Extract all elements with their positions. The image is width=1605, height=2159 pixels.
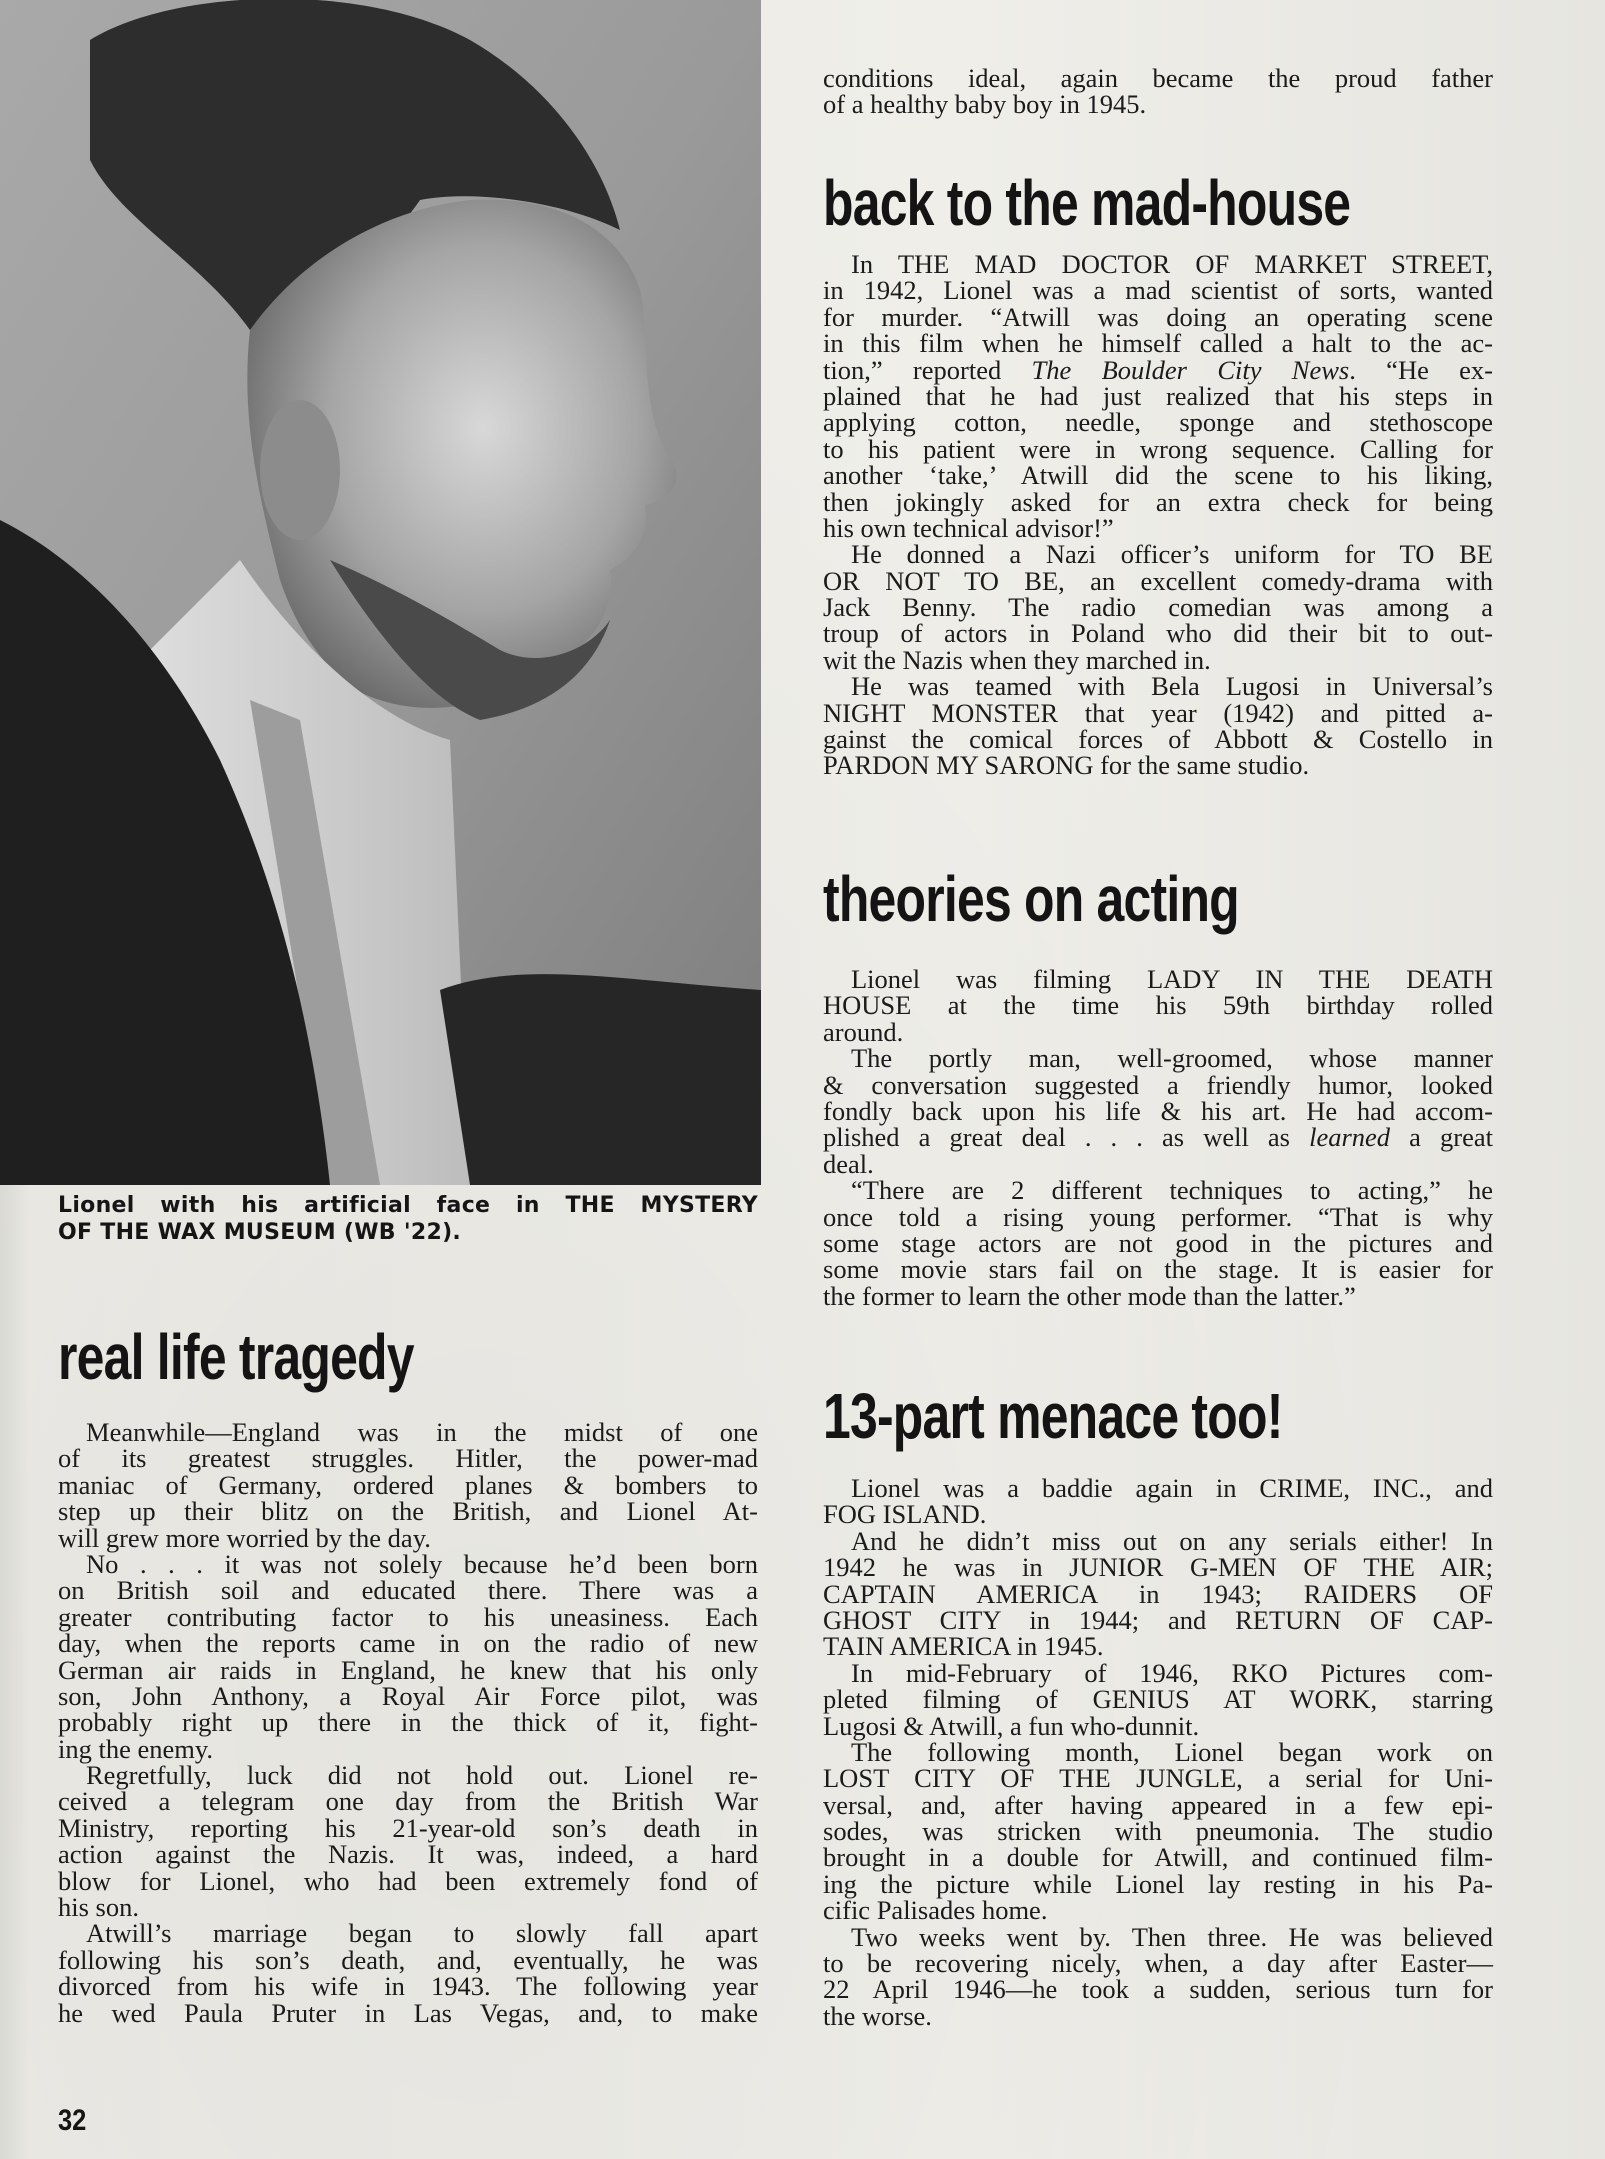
text-line: gainst the comical forces of Abbott & Costello in bbox=[823, 724, 1493, 755]
text-line: The following month, Lionel began work on bbox=[851, 1736, 1493, 1767]
text-line: to his patient were in wrong sequence. Calling for bbox=[823, 433, 1493, 464]
text-line: divorced from his wife in 1943. The following year bbox=[58, 1971, 758, 2002]
text-line: once told a rising young performer. “That is why bbox=[823, 1201, 1493, 1232]
italic-title: The Boulder City News bbox=[1031, 354, 1350, 385]
caption-line: OF THE WAX MUSEUM (WB '22). bbox=[58, 1220, 462, 1245]
text-line: ing the picture while Lionel lay resting in his Pa- bbox=[823, 1868, 1493, 1899]
text-line: He was teamed with Bela Lugosi in Universal’s bbox=[851, 671, 1493, 702]
text-line: & conversation suggested a friendly humor, looked bbox=[823, 1069, 1493, 1100]
italic-title: learned bbox=[1309, 1122, 1391, 1153]
text-line: son, John Anthony, a Royal Air Force pilot, was bbox=[58, 1680, 758, 1711]
text-line: on British soil and educated there. There was a bbox=[58, 1575, 758, 1606]
text-line: brought in a double for Atwill, and continued film- bbox=[823, 1842, 1493, 1873]
text-line: In THE MAD DOCTOR OF MARKET STREET, bbox=[851, 249, 1493, 279]
text-line: The portly man, well-groomed, whose manner bbox=[851, 1043, 1493, 1074]
text-line: Jack Benny. The radio comedian was among a bbox=[823, 592, 1493, 623]
text-line: ceived a telegram one day from the British War bbox=[58, 1786, 758, 1817]
section-heading-theories-on-acting: theories on acting bbox=[823, 863, 1239, 935]
text-line bbox=[823, 354, 1494, 385]
text-line: of a healthy baby boy in 1945. bbox=[823, 89, 1147, 120]
text-line: “There are 2 different techniques to acting,” he bbox=[851, 1175, 1493, 1206]
text-line: LOST CITY OF THE JUNGLE, a serial for Uni- bbox=[823, 1763, 1493, 1794]
portrait-image bbox=[0, 0, 761, 1185]
text-line: action against the Nazis. It was, indeed, a hard bbox=[58, 1839, 758, 1870]
text-line: Lugosi & Atwill, a fun who-dunnit. bbox=[823, 1710, 1200, 1741]
text-line: applying cotton, needle, sponge and stethoscope bbox=[823, 407, 1493, 438]
portrait-photo bbox=[0, 0, 761, 1185]
section-heading-13-part-menace: 13-part menace too! bbox=[823, 1380, 1283, 1452]
text-line: PARDON MY SARONG for the same studio. bbox=[823, 750, 1310, 781]
text-line: day, when the reports came in on the radio of new bbox=[58, 1628, 758, 1659]
article-text-mad-house bbox=[823, 251, 1493, 779]
text-line: versal, and, after having appeared in a few epi- bbox=[823, 1789, 1493, 1820]
caption-line: Lionel with his artificial face in THE MYSTERY bbox=[58, 1193, 758, 1218]
article-text-menace bbox=[823, 1475, 1493, 2029]
text-line: cific Palisades home. bbox=[823, 1895, 1048, 1926]
text-line: And he didn’t miss out on any serials either! In bbox=[851, 1525, 1493, 1556]
page-number: 32 bbox=[58, 2104, 87, 2137]
text-line: In mid-February of 1946, RKO Pictures com- bbox=[851, 1657, 1493, 1688]
text-line: maniac of Germany, ordered planes & bombers to bbox=[58, 1469, 758, 1500]
text-line: HOUSE at the time his 59th birthday rolled bbox=[823, 990, 1493, 1021]
text-line: his own technical advisor!” bbox=[823, 512, 1114, 543]
text-line: probably right up there in the thick of it, fight- bbox=[58, 1707, 758, 1738]
text-line: Lionel was a baddie again in CRIME, INC., and bbox=[851, 1473, 1493, 1503]
text-line: fondly back upon his life & his art. He had accom- bbox=[823, 1095, 1493, 1126]
text-line: deal. bbox=[823, 1148, 874, 1179]
text-line: then jokingly asked for an extra check for being bbox=[823, 486, 1493, 517]
text-line: greater contributing factor to his uneasiness. Each bbox=[58, 1601, 758, 1632]
section-heading-back-to-the-mad-house: back to the mad-house bbox=[823, 167, 1351, 239]
text-line: OR NOT TO BE, an excellent comedy-drama with bbox=[823, 565, 1493, 596]
text-line: plained that he had just realized that his steps in bbox=[823, 380, 1493, 411]
text-line: Lionel was filming LADY IN THE DEATH bbox=[851, 964, 1493, 994]
section-heading-real-life-tragedy: real life tragedy bbox=[58, 1321, 414, 1393]
text-line: the former to learn the other mode than the latter.” bbox=[823, 1280, 1356, 1311]
text-line: another ‘take,’ Atwill did the scene to his liking, bbox=[823, 460, 1493, 491]
text-line: sodes, was stricken with pneumonia. The studio bbox=[823, 1816, 1493, 1847]
text-line: Regretfully, luck did not hold out. Lionel re- bbox=[86, 1760, 758, 1791]
text-line: 1942 he was in JUNIOR G-MEN OF THE AIR; bbox=[823, 1552, 1493, 1583]
text-line: for murder. “Atwill was doing an operating scene bbox=[823, 301, 1493, 332]
text-segment: plished a great deal . . . as well as bbox=[823, 1122, 1310, 1153]
text-line: around. bbox=[823, 1016, 904, 1047]
text-line: in 1942, Lionel was a mad scientist of sorts, wanted bbox=[823, 275, 1493, 306]
text-line: he wed Paula Pruter in Las Vegas, and, to make bbox=[58, 1997, 758, 2028]
text-line: GHOST CITY in 1944; and RETURN OF CAP- bbox=[823, 1604, 1493, 1635]
text-line: wit the Nazis when they marched in. bbox=[823, 644, 1211, 675]
text-line: step up their blitz on the British, and Lionel At- bbox=[58, 1496, 758, 1527]
text-line: TAIN AMERICA in 1945. bbox=[823, 1631, 1104, 1662]
text-line: CAPTAIN AMERICA in 1943; RAIDERS OF bbox=[823, 1578, 1493, 1609]
text-segment: tion,” reported bbox=[823, 354, 1032, 385]
text-line: FOG ISLAND. bbox=[823, 1499, 987, 1530]
text-line: to be recovering nicely, when, a day after Easter— bbox=[823, 1948, 1493, 1979]
text-line: some stage actors are not good in the pictures and bbox=[823, 1227, 1493, 1258]
text-line: ing the enemy. bbox=[58, 1733, 214, 1764]
text-line: in this film when he himself called a halt to the ac- bbox=[823, 328, 1493, 359]
text-line: following his son’s death, and, eventually, he was bbox=[58, 1944, 758, 1975]
text-line: German air raids in England, he knew that his only bbox=[58, 1654, 758, 1685]
text-line: 22 April 1946—he took a sudden, serious turn for bbox=[823, 1974, 1493, 2005]
text-line: his son. bbox=[58, 1892, 139, 1923]
text-line: the worse. bbox=[823, 2000, 932, 2031]
photo-caption bbox=[58, 1192, 758, 1246]
text-line: Ministry, reporting his 21-year-old son’s death in bbox=[58, 1812, 758, 1843]
article-text-intro bbox=[823, 65, 1493, 118]
text-line: blow for Lionel, who had been extremely fond of bbox=[58, 1865, 758, 1896]
article-text-left bbox=[58, 1419, 758, 2026]
text-line: conditions ideal, again became the proud father bbox=[823, 63, 1493, 93]
text-line bbox=[823, 1122, 1493, 1153]
text-segment: a great bbox=[1390, 1122, 1493, 1153]
text-line: Meanwhile—England was in the midst of one bbox=[86, 1417, 758, 1447]
text-line: NIGHT MONSTER that year (1942) and pitted a- bbox=[823, 697, 1493, 728]
article-text-theories bbox=[823, 966, 1493, 1309]
text-line: No . . . it was not solely because he’d been born bbox=[86, 1548, 758, 1579]
text-line: pleted filming of GENIUS AT WORK, starring bbox=[823, 1684, 1493, 1715]
text-line: He donned a Nazi officer’s uniform for TO BE bbox=[851, 539, 1493, 570]
text-line: some movie stars fail on the stage. It is easier for bbox=[823, 1254, 1493, 1285]
text-line: Two weeks went by. Then three. He was believed bbox=[851, 1921, 1493, 1952]
text-line: troup of actors in Poland who did their bit to out- bbox=[823, 618, 1493, 649]
text-line: Atwill’s marriage began to slowly fall apart bbox=[86, 1918, 758, 1949]
text-line: will grew more worried by the day. bbox=[58, 1522, 431, 1553]
text-segment: . “He ex- bbox=[1349, 354, 1494, 385]
text-line: of its greatest struggles. Hitler, the power-mad bbox=[58, 1443, 758, 1474]
